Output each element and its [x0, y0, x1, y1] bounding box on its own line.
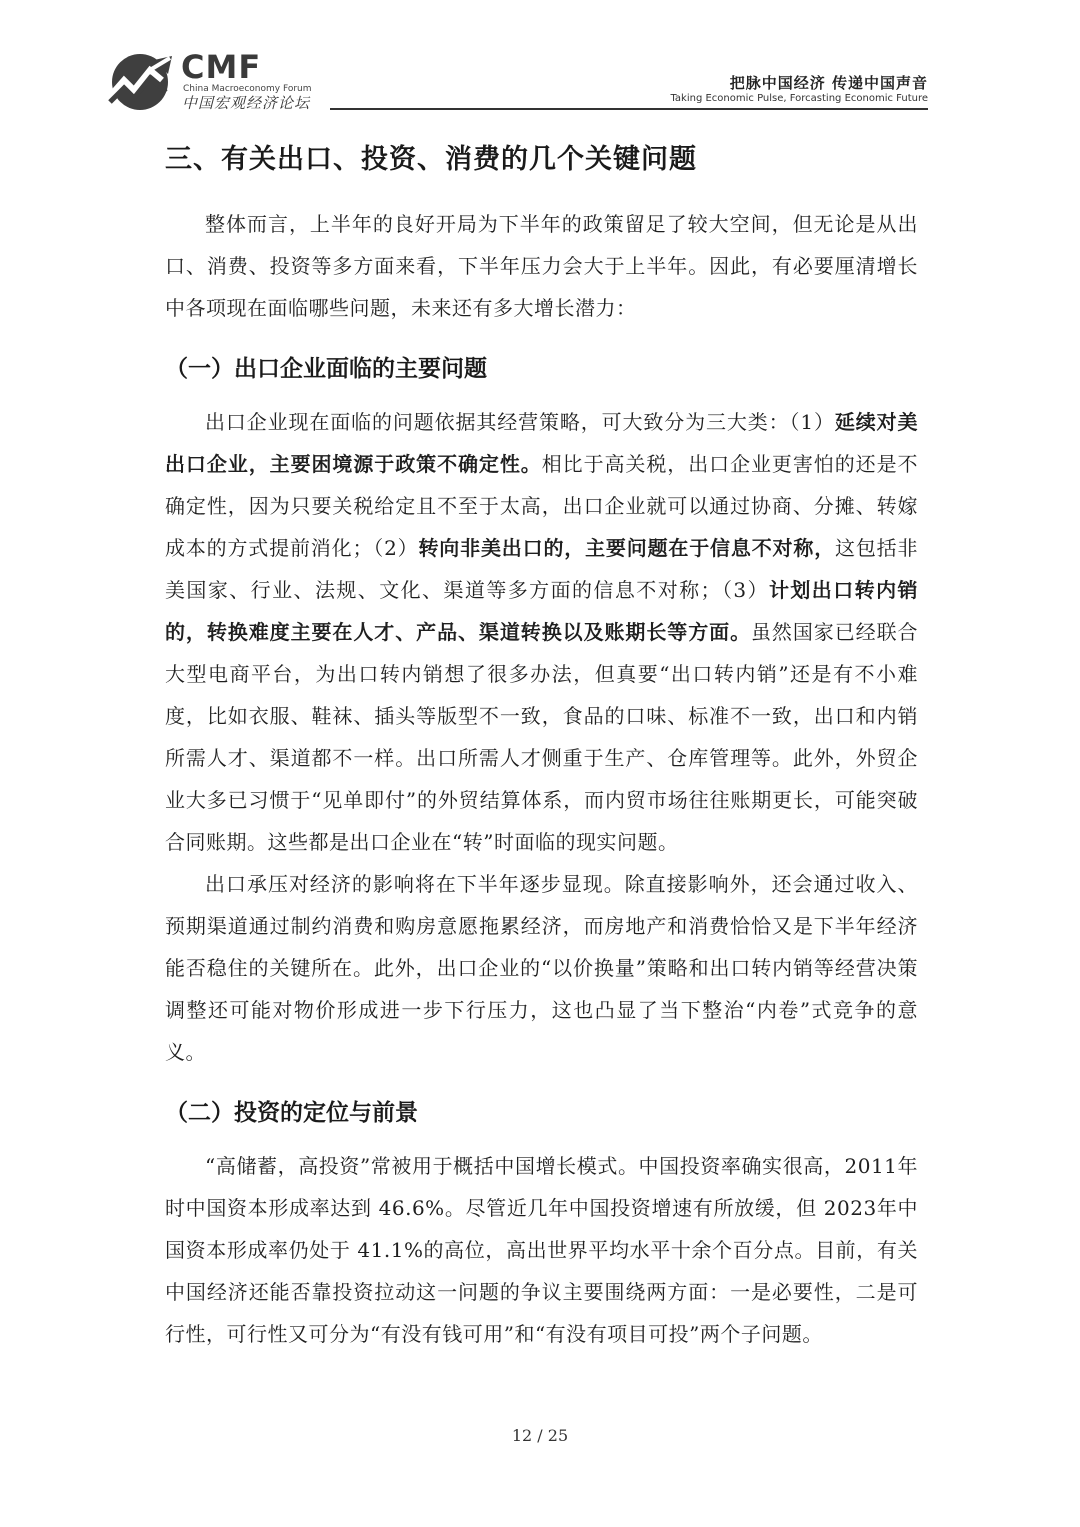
- logo-subtitle-en: China Macroeconomy Forum: [183, 84, 312, 94]
- subsection-title-investment: （二）投资的定位与前景: [165, 1100, 418, 1126]
- investment-paragraph-1: “高储蓄，高投资”常被用于概括中国增长模式。中国投资率确实很高，2011年时中国资本形成率达到 46.6%。尽管近几年中国投资增速有所放缓，但 2023年中国资本形成率仍处于 41.1%的高位，高出世界平均水平十余个百分点。目前，有关中国经济还能否靠投资拉动这一问题的争议主要围绕两方面：一是必要性，二是可行性，可行性又可分为“有没有钱可用”和“有没有项目可投”两个子问题。: [165, 1154, 918, 1346]
- header-divider: [330, 108, 928, 110]
- header-slogan-en: Taking Economic Pulse, Forcasting Economic Future: [670, 93, 928, 104]
- page-content: [165, 136, 918, 1355]
- logo-subtitle-cn: 中国宏观经济论坛: [182, 94, 311, 112]
- logo-title: CMF: [181, 48, 262, 86]
- cmf-logo-icon: [106, 50, 176, 112]
- page-number: 12 / 25: [511, 1426, 569, 1445]
- intro-paragraph: 整体而言，上半年的良好开局为下半年的政策留足了较大空间，但无论是从出口、消费、投资等多方面来看，下半年压力会大于上半年。因此，有必要厘清增长中各项现在面临哪些问题，未来还有多大增长潜力：: [165, 212, 918, 320]
- subsection-title-export: （一）出口企业面临的主要问题: [165, 356, 487, 382]
- export-paragraph-2: 出口承压对经济的影响将在下半年逐步显现。除直接影响外，还会通过收入、预期渠道通过制约消费和购房意愿拖累经济，而房地产和消费恰恰又是下半年经济能否稳住的关键所在。此外，出口企业的“以价换量”策略和出口转内销等经营决策调整还可能对物价形成进一步下行压力，这也凸显了当下整治“内卷”式竞争的意义。: [165, 872, 918, 1064]
- header-slogan-cn: 把脉中国经济 传递中国声音: [729, 74, 928, 92]
- page-header: [0, 0, 1080, 120]
- section-title: 三、有关出口、投资、消费的几个关键问题: [165, 144, 697, 175]
- export-paragraph-1: 出口企业现在面临的问题依据其经营策略，可大致分为三大类：（1）延续对美出口企业，主要困境源于政策不确定性。相比于高关税，出口企业更害怕的还是不确定性，因为只要关税给定且不至于太高，出口企业就可以通过协商、分摊、转嫁成本的方式提前消化；（2）转向非美出口的，主要问题在于信息不对称，这包括非美国家、行业、法规、文化、渠道等多方面的信息不对称；（3）计划出口转内销的，转换难度主要在人才、产品、渠道转换以及账期长等方面。虽然国家已经联合大型电商平台，为出口转内销想了很多办法，但真要“出口转内销”还是有不小难度，比如衣服、鞋袜、插头等版型不一致，食品的口味、标准不一致，出口和内销所需人才、渠道都不一样。出口所需人才侧重于生产、仓库管理等。此外，外贸企业大多已习惯于“见单即付”的外贸结算体系，而内贸市场往往账期更长，可能突破合同账期。这些都是出口企业在“转”时面临的现实问题。: [165, 410, 919, 854]
